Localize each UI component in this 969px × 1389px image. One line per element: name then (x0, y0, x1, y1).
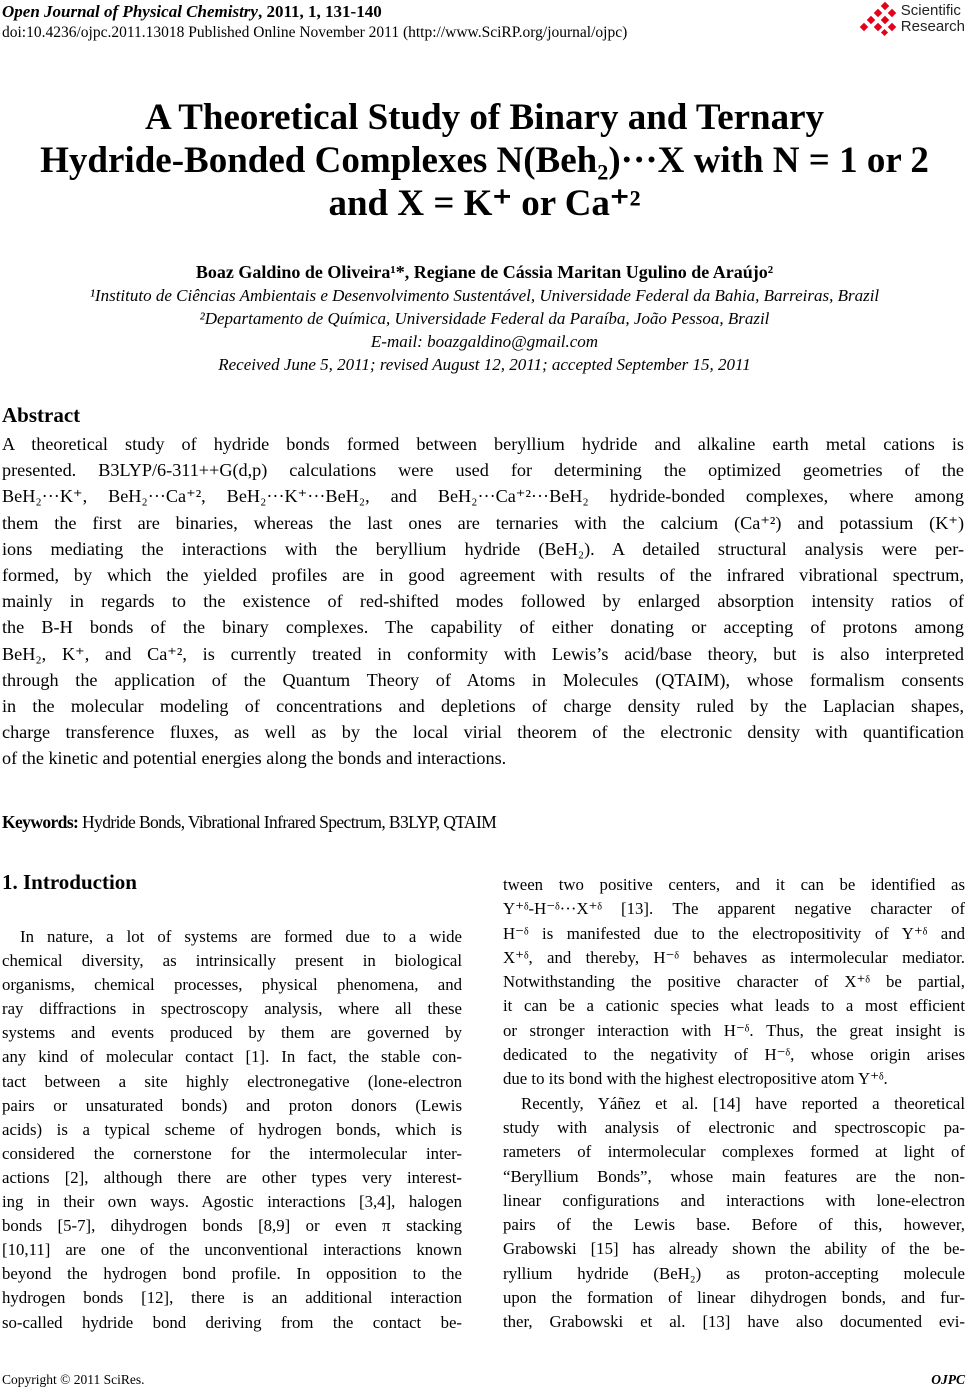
abstract-body (2, 431, 964, 772)
affiliation-2: ²Departamento de Química, Universidade Federal da Paraíba, João Pessoa, Brazil (199, 309, 770, 328)
text-line: presented. B3LYP/6-311++G(d,p) calculations were used for determining the optimized geometries of the (2, 460, 964, 481)
title-line: Hydride-Bonded Complexes N(Beh₂)···X with N = 1 or 2 (40, 140, 929, 181)
text-line: BeH₂···K⁺, BeH₂···Ca⁺², BeH₂···K⁺···BeH₂, and BeH₂···Ca⁺²···BeH₂ hydride-bonded complexes, where among (2, 486, 964, 507)
text-line: pairs or unsaturated bonds) and proton donors (Lewis (2, 1095, 462, 1115)
text-line: systems and events produced by them are governed by (2, 1023, 462, 1043)
text-line: organisms, chemical processes, physical phenomena, and (2, 975, 462, 995)
text-line: A theoretical study of hydride bonds formed between beryllium hydride and alkaline earth metal cations is (2, 434, 964, 454)
paper-title (0, 96, 969, 225)
text-line: Recently, Yáñez et al. [14] have reported a theoretical (521, 1093, 965, 1113)
logo-line1: Scientific (900, 2, 961, 19)
text-line: upon the formation of linear dihydrogen bonds, and fur- (503, 1288, 965, 1308)
text-line: H⁻ᵟ is manifested due to the electropositivity of Y⁺ᵟ and (503, 923, 965, 943)
journal-header (2, 2, 382, 22)
text-line: of the kinetic and potential energies along the bonds and interactions. (2, 748, 507, 769)
text-line: or stronger interaction with H⁻ᵟ. Thus, the great insight is (503, 1020, 965, 1040)
keywords (2, 812, 496, 833)
journal-name: Open Journal of Physical Chemistry (2, 2, 258, 21)
text-line: mainly in regards to the existence of red-shifted modes followed by enlarged absorption intensity ratios of (2, 591, 964, 612)
title-line: A Theoretical Study of Binary and Ternary (144, 97, 825, 138)
text-line: Y⁺ᵟ-H⁻ᵟ···X⁺ᵟ [13]. The apparent negative character of (503, 899, 965, 919)
text-line: the B-H bonds of the binary complexes. The capability of either donating or accepting of protons among (2, 617, 964, 638)
keywords-label: Keywords: (2, 812, 79, 832)
text-line: them the first are binaries, whereas the last ones are ternaries with the calcium (Ca⁺²) and potassium (K⁺) (2, 512, 964, 533)
affiliation-1: ¹Instituto de Ciências Ambientais e Desenvolvimento Sustentável, Universidade Federal da Bahia, Barreiras, Brazil (89, 286, 880, 305)
text-line: through the application of the Quantum Theory of Atoms in Molecules (QTAIM), whose formalism consents (2, 669, 964, 690)
doi-line: doi:10.4236/ojpc.2011.13018 Published Online November 2011 (http://www.SciRP.org/journal/ojpc) (2, 24, 628, 41)
text-line: in the molecular modeling of concentrations and depletions of charge density ruled by the Laplacian shapes, (2, 696, 964, 717)
text-line: X⁺ᵟ, and thereby, H⁻ᵟ behaves as intermolecular mediator. (503, 947, 965, 967)
journal-issue: , 2011, 1, 131-140 (257, 2, 382, 21)
email: E-mail: boazgaldino@gmail.com (370, 332, 599, 351)
copyright: Copyright © 2011 SciRes. (2, 1372, 145, 1387)
text-line: linear configurations and interactions with lone-electron (503, 1190, 965, 1210)
text-line: tact between a site highly electronegative (lone-electron (2, 1071, 462, 1091)
logo-text (901, 3, 965, 35)
left-column (2, 925, 462, 1335)
text-line: Notwithstanding the positive character of X⁺ᵟ be partial, (503, 972, 965, 992)
text-line: any kind of molecular contact [1]. In fact, the stable con- (2, 1047, 462, 1067)
section-heading-introduction: 1. Introduction (2, 870, 137, 894)
text-line: ing in their own ways. Agostic interactions [3,4], halogen (2, 1192, 462, 1212)
text-line: ions mediating the interactions with the beryllium hydride (BeH₂). A detailed structural analysis were per- (2, 538, 964, 559)
text-line: due to its bond with the highest electropositive atom Y⁺ᵟ. (503, 1069, 888, 1089)
text-line: tween two positive centers, and it can be identified as (503, 875, 965, 894)
text-line: formed, by which the yielded profiles are in good agreement with results of the infrared vibrational spectrum, (2, 565, 964, 586)
right-column (503, 873, 965, 1335)
abstract-heading: Abstract (2, 403, 81, 427)
text-line: considered the cornerstone for the intermolecular inter- (2, 1143, 462, 1163)
diamond-cluster-icon (858, 2, 898, 36)
text-line: pairs of the Lewis base. Before of this, however, (503, 1215, 965, 1235)
text-line: hydrogen bonds [12], there is an additional interaction (2, 1288, 462, 1308)
text-line: charge transference fluxes, as well as by the local virial theorem of the electronic density with quantification (2, 722, 964, 743)
text-line: so-called hydride bond deriving from the contact be- (2, 1312, 462, 1332)
text-line: ray diffractions in spectroscopy analysis, where all these (2, 999, 462, 1019)
text-line: BeH₂, K⁺, and Ca⁺², is currently treated in conformity with Lewis’s acid/base theory, but is also interpreted (2, 643, 964, 664)
text-line: dedicated to the negativity of H⁻ᵟ, whose origin arises (503, 1045, 965, 1065)
text-line: Grabowski [15] has already shown the ability of the be- (503, 1239, 965, 1259)
text-line: bonds [5-7], dihydrogen bonds [8,9] or even π stacking (2, 1216, 462, 1236)
text-line: beyond the hydrogen bond profile. In opposition to the (2, 1264, 462, 1284)
authors: Boaz Galdino de Oliveira¹*, Regiane de Cássia Maritan Ugulino de Araújo² (195, 262, 774, 282)
title-line: and X = K⁺ or Ca⁺² (328, 183, 641, 224)
text-line: acids) is a typical scheme of hydrogen bonds, which is (2, 1119, 462, 1139)
text-line: ryllium hydride (BeH₂) as proton-accepting molecule (503, 1263, 965, 1283)
publisher-logo (858, 2, 965, 36)
journal-abbreviation: OJPC (931, 1372, 965, 1387)
received-dates: Received June 5, 2011; revised August 12, 2011; accepted September 15, 2011 (218, 355, 751, 374)
text-line: study with analysis of electronic and spectroscopic pa- (503, 1117, 965, 1137)
text-line: [10,11] are one of the unconventional interactions known (2, 1240, 462, 1260)
text-line: ther, Grabowski et al. [13] have also documented evi- (503, 1312, 965, 1332)
logo-line2: Research (900, 18, 965, 35)
text-line: rameters of intermolecular complexes formed at light of (503, 1142, 965, 1162)
text-line: “Beryllium Bonds”, whose main features are the non- (503, 1166, 965, 1186)
text-line: chemical diversity, as intrinsically present in biological (2, 951, 462, 971)
text-line: it can be a cationic species what leads to a most efficient (503, 996, 965, 1016)
text-line: actions [2], although there are other types very interest- (2, 1167, 462, 1187)
text-line: In nature, a lot of systems are formed due to a wide (20, 927, 462, 946)
keywords-text: Hydride Bonds, Vibrational Infrared Spectrum, B3LYP, QTAIM (78, 812, 497, 832)
